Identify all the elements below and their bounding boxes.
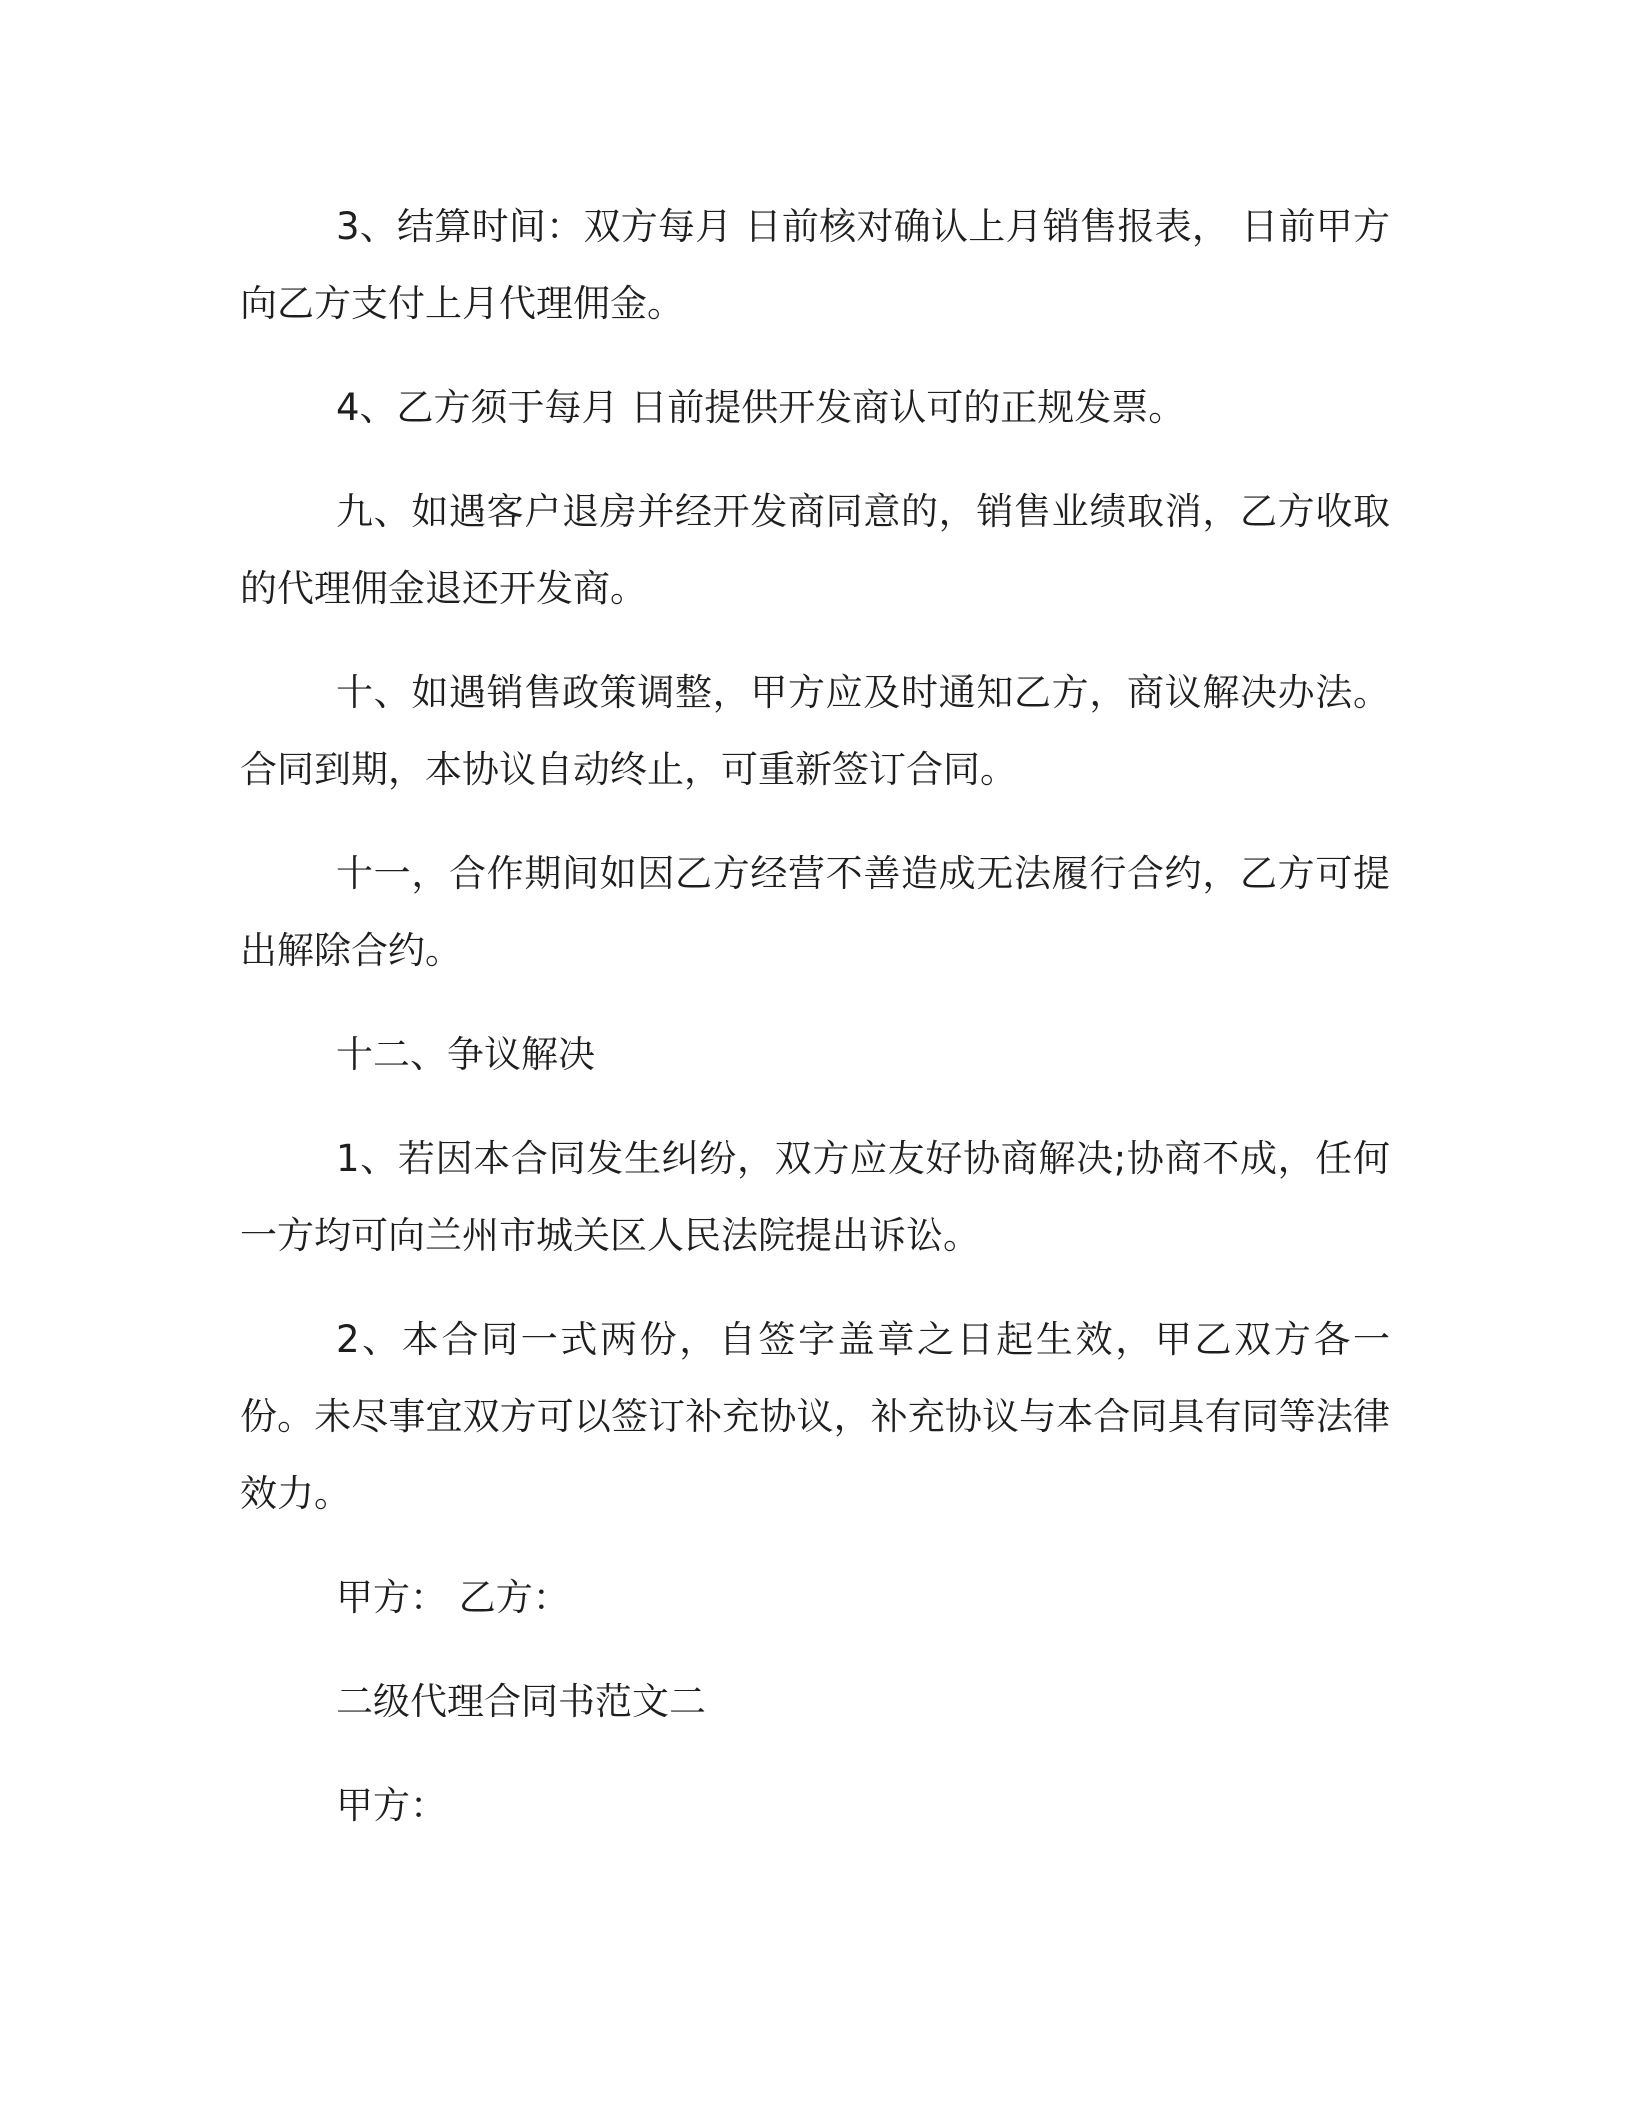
paragraph-invoice: 4、乙方须于每月 日前提供开发商认可的正规发票。 bbox=[336, 386, 1186, 429]
signature-line: 甲方： 乙方： bbox=[336, 1576, 570, 1619]
paragraph-clause-ten: 十、如遇销售政策调整，甲方应及时通知乙方，商议解决办法。合同到期，本协议自动终止，可重新签订合同。 bbox=[240, 671, 1390, 791]
paragraph-clause-nine: 九、如遇客户退房并经开发商同意的，销售业绩取消，乙方收取的代理佣金退还开发商。 bbox=[240, 490, 1390, 610]
paragraph-clause-eleven: 十一，合作期间如因乙方经营不善造成无法履行合约，乙方可提出解除合约。 bbox=[240, 852, 1390, 972]
section-title-contract-two: 二级代理合同书范文二 bbox=[336, 1680, 706, 1723]
document-body bbox=[240, 188, 1390, 1844]
party-a-label: 甲方： bbox=[336, 1784, 447, 1827]
heading-dispute-resolution: 十二、争议解决 bbox=[336, 1033, 595, 1076]
paragraph-dispute-1: 1、若因本合同发生纠纷，双方应友好协商解决;协商不成，任何一方均可向兰州市城关区人民法院提出诉讼。 bbox=[240, 1137, 1390, 1257]
paragraph-dispute-2: 2、本合同一式两份，自签字盖章之日起生效，甲乙双方各一份。未尽事宜双方可以签订补充协议，补充协议与本合同具有同等法律效力。 bbox=[240, 1318, 1390, 1515]
paragraph-settlement-time: 3、结算时间：双方每月 日前核对确认上月销售报表， 日前甲方向乙方支付上月代理佣金。 bbox=[240, 205, 1390, 325]
